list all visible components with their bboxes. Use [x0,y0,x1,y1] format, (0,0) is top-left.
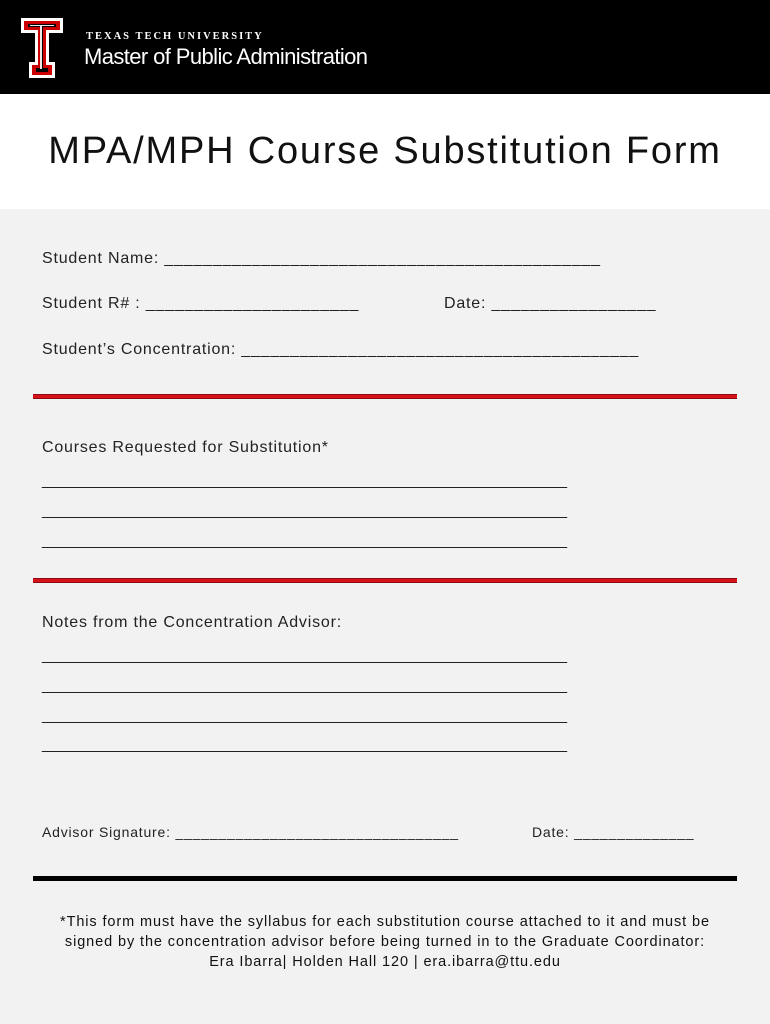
courses-line[interactable]: ___________________________________________________________ [42,532,568,549]
section-divider [33,578,737,583]
signature-date-label: Date: [532,824,570,840]
footer-divider [33,876,737,881]
notes-line[interactable]: ___________________________________________________________ [42,677,568,694]
footnote-contact: Era Ibarra| Holden Hall 120 | era.ibarra@ttu.edu [209,954,561,970]
signature-date-row [532,824,694,840]
footnote-line: signed by the concentration advisor before being turned in to the Graduate Coordinator: [64,934,706,950]
university-name: TEXAS TECH UNIVERSITY [86,31,264,42]
courses-line[interactable]: ___________________________________________________________ [42,502,568,519]
student-r-label: Student R# : [42,295,141,312]
notes-heading: Notes from the Concentration Advisor: [42,614,342,631]
footnote [20,912,750,972]
courses-heading: Courses Requested for Substitution* [42,439,329,456]
signature-date-field[interactable]: ______________ [574,824,695,840]
concentration-row [42,341,639,359]
notes-line[interactable]: ___________________________________________________________ [42,707,568,724]
concentration-label: Student’s Concentration: [42,341,237,358]
advisor-signature-field[interactable]: _________________________________ [175,824,459,840]
student-name-row [42,250,601,268]
program-name: Master of Public Administration [84,44,368,69]
student-name-label: Student Name: [42,250,160,267]
double-t-logo [20,16,64,80]
student-r-row [42,295,359,313]
notes-line[interactable]: ___________________________________________________________ [42,736,568,753]
page-title: MPA/MPH Course Substitution Form [48,130,722,172]
date-label: Date: [444,295,487,312]
student-r-field[interactable]: ______________________ [145,295,360,312]
notes-line[interactable]: ___________________________________________________________ [42,647,568,664]
student-name-field[interactable]: _____________________________________________ [164,250,601,267]
footnote-line: *This form must have the syllabus for each substitution course attached to it and must be [60,914,710,930]
courses-line[interactable]: ___________________________________________________________ [42,472,568,489]
header-bar [0,0,770,94]
advisor-signature-row [42,824,459,840]
advisor-signature-label: Advisor Signature: [42,824,171,840]
section-divider [33,394,737,399]
date-row [444,295,656,313]
concentration-field[interactable]: _________________________________________ [241,341,640,358]
date-field[interactable]: _________________ [491,295,657,312]
